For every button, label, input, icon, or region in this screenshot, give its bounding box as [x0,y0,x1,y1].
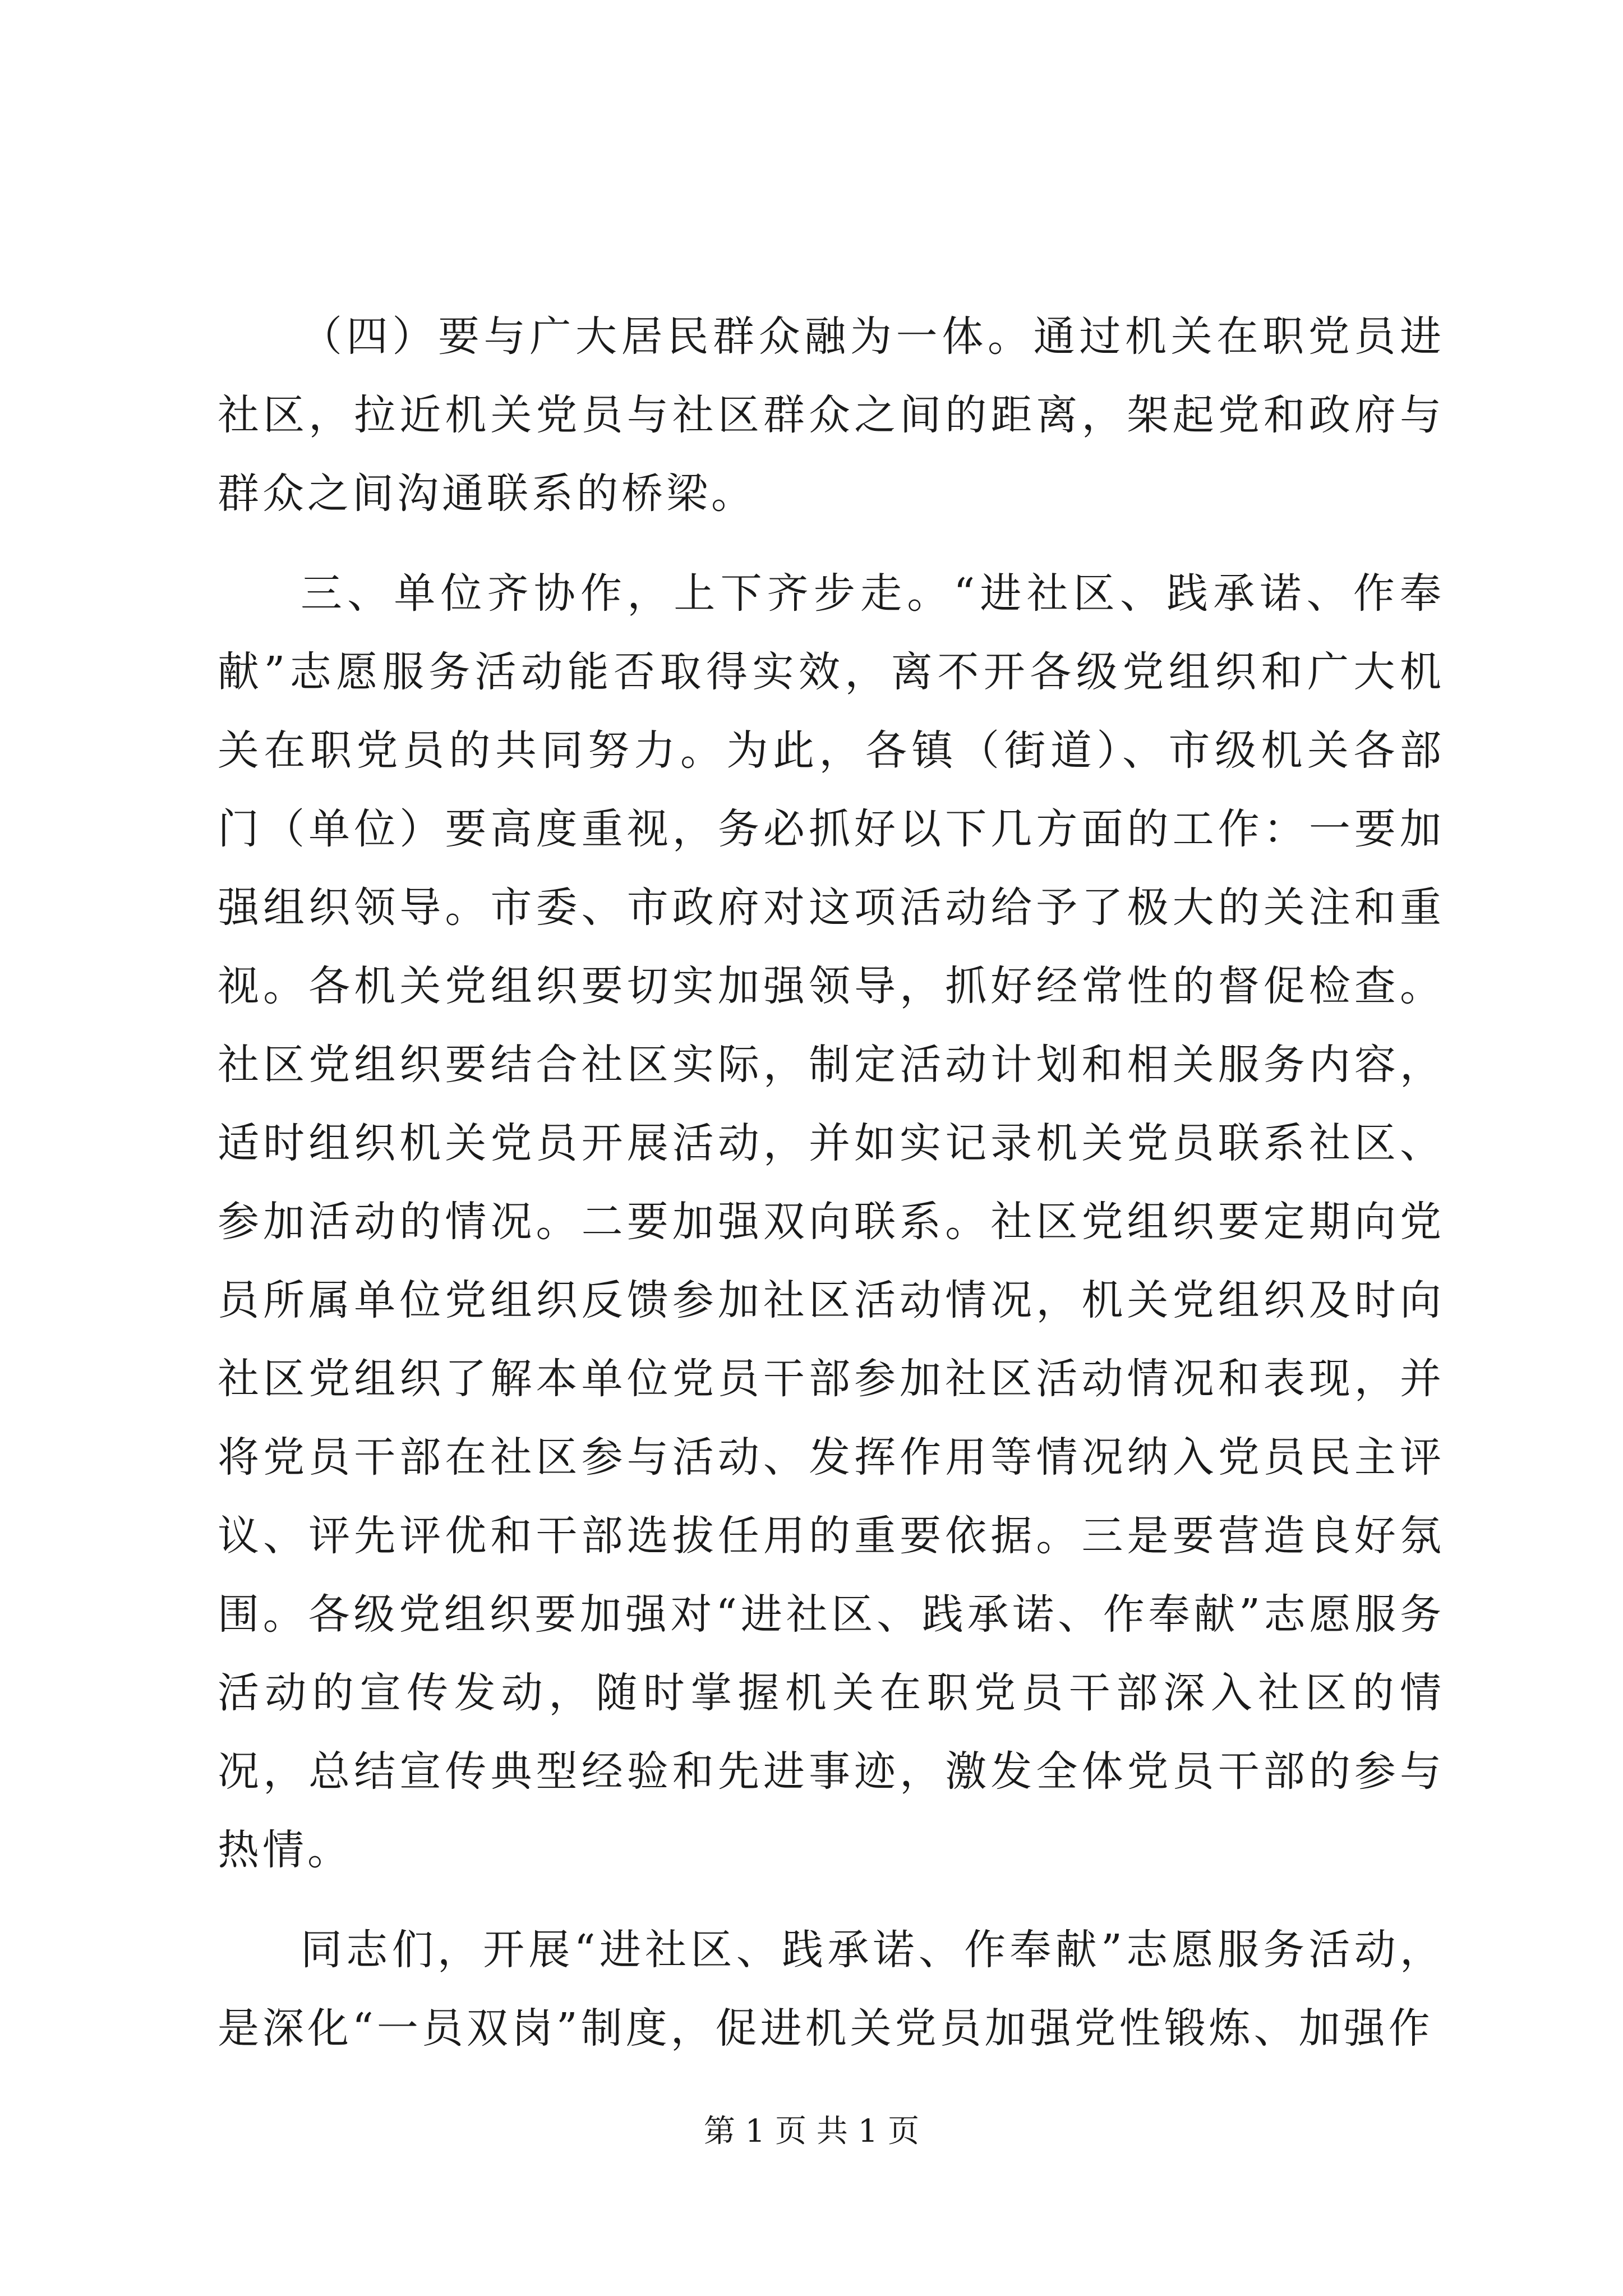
page-footer: 第 1 页 共 1 页 [703,2113,920,2150]
document-body [218,297,1445,2089]
paragraph-section-3: 三、单位齐协作，上下齐步走。“进社区、践承诺、作奉献”志愿服务活动能否取得实效，离不开各级党组织和广大机关在职党员的共同努力。为此，各镇（街道）、市级机关各部门（单位）要高度重视，务必抓好以下几方面的工作：一要加强组织领导。市委、市政府对这项活动给予了极大的关注和重视。各机关党组织要切实加强领导，抓好经常性的督促检查。社区党组织要结合社区实际，制定活动计划和相关服务内容，适时组织机关党员开展活动，并如实记录机关党员联系社区、参加活动的情况。二要加强双向联系。社区党组织要定期向党员所属单位党组织反馈参加社区活动情况，机关党组织及时向社区党组织了解本单位党员干部参加社区活动情况和表现，并将党员干部在社区参与活动、发挥作用等情况纳入党员民主评议、评先评优和干部选拔任用的重要依据。三是要营造良好氛围。各级党组织要加强对“进社区、践承诺、作奉献”志愿服务活动的宣传发动，随时掌握机关在职党员干部深入社区的情况，总结宣传典型经验和先进事迹，激发全体党员干部的参与热情。 [218,569,1445,1874]
paragraph-closing: 同志们，开展“进社区、践承诺、作奉献”志愿服务活动，是深化“一员双岗”制度，促进机关党员加强党性锻炼、加强作 [218,1926,1445,2053]
paragraph-section-4: （四）要与广大居民群众融为一体。通过机关在职党员进社区，拉近机关党员与社区群众之间的距离，架起党和政府与群众之间沟通联系的桥梁。 [218,312,1445,518]
